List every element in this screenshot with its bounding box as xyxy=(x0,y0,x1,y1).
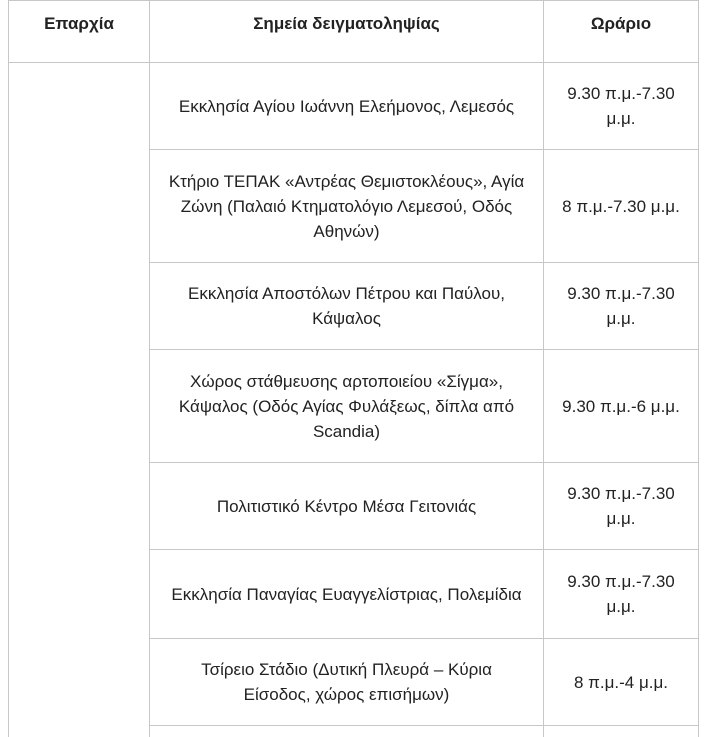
header-site: Σημεία δειγματοληψίας xyxy=(150,1,544,63)
table-header-row xyxy=(9,1,699,63)
district-cell xyxy=(9,63,150,737)
site-cell: Εκκλησία Αποστόλων Πέτρου και Παύλου, Κάψαλος xyxy=(150,263,544,350)
sampling-points-table-container xyxy=(8,0,698,737)
site-cell: Εκκλησία Παναγίας Ευαγγελίστριας, Πολεμίδια xyxy=(150,550,544,639)
hours-cell: 9.30 π.μ.-6 μ.μ. xyxy=(544,350,699,463)
hours-cell: 9.30 π.μ.-7.30 μ.μ. xyxy=(544,463,699,550)
hours-cell xyxy=(544,726,699,737)
site-cell: Κτήριο ΤΕΠΑΚ «Αντρέας Θεμιστοκλέους», Αγία Ζώνη (Παλαιό Κτηματολόγιο Λεμεσού, Οδός Αθηνών) xyxy=(150,150,544,263)
hours-cell: 9.30 π.μ.-7.30 μ.μ. xyxy=(544,263,699,350)
hours-cell: 9.30 π.μ.-7.30 μ.μ. xyxy=(544,550,699,639)
site-cell xyxy=(150,726,544,737)
hours-cell: 9.30 π.μ.-7.30 μ.μ. xyxy=(544,63,699,150)
header-district: Επαρχία xyxy=(9,1,150,63)
hours-cell: 8 π.μ.-7.30 μ.μ. xyxy=(544,150,699,263)
hours-cell: 8 π.μ.-4 μ.μ. xyxy=(544,639,699,726)
site-cell: Εκκλησία Αγίου Ιωάννη Ελεήμονος, Λεμεσός xyxy=(150,63,544,150)
sampling-points-table xyxy=(8,0,699,737)
site-cell: Πολιτιστικό Κέντρο Μέσα Γειτονιάς xyxy=(150,463,544,550)
site-cell: Χώρος στάθμευσης αρτοποιείου «Σίγμα», Κάψαλος (Οδός Αγίας Φυλάξεως, δίπλα από Scandia) xyxy=(150,350,544,463)
table-row xyxy=(9,63,699,150)
site-cell: Τσίρειο Στάδιο (Δυτική Πλευρά – Κύρια Είσοδος, χώρος επισήμων) xyxy=(150,639,544,726)
header-hours: Ωράριο xyxy=(544,1,699,63)
